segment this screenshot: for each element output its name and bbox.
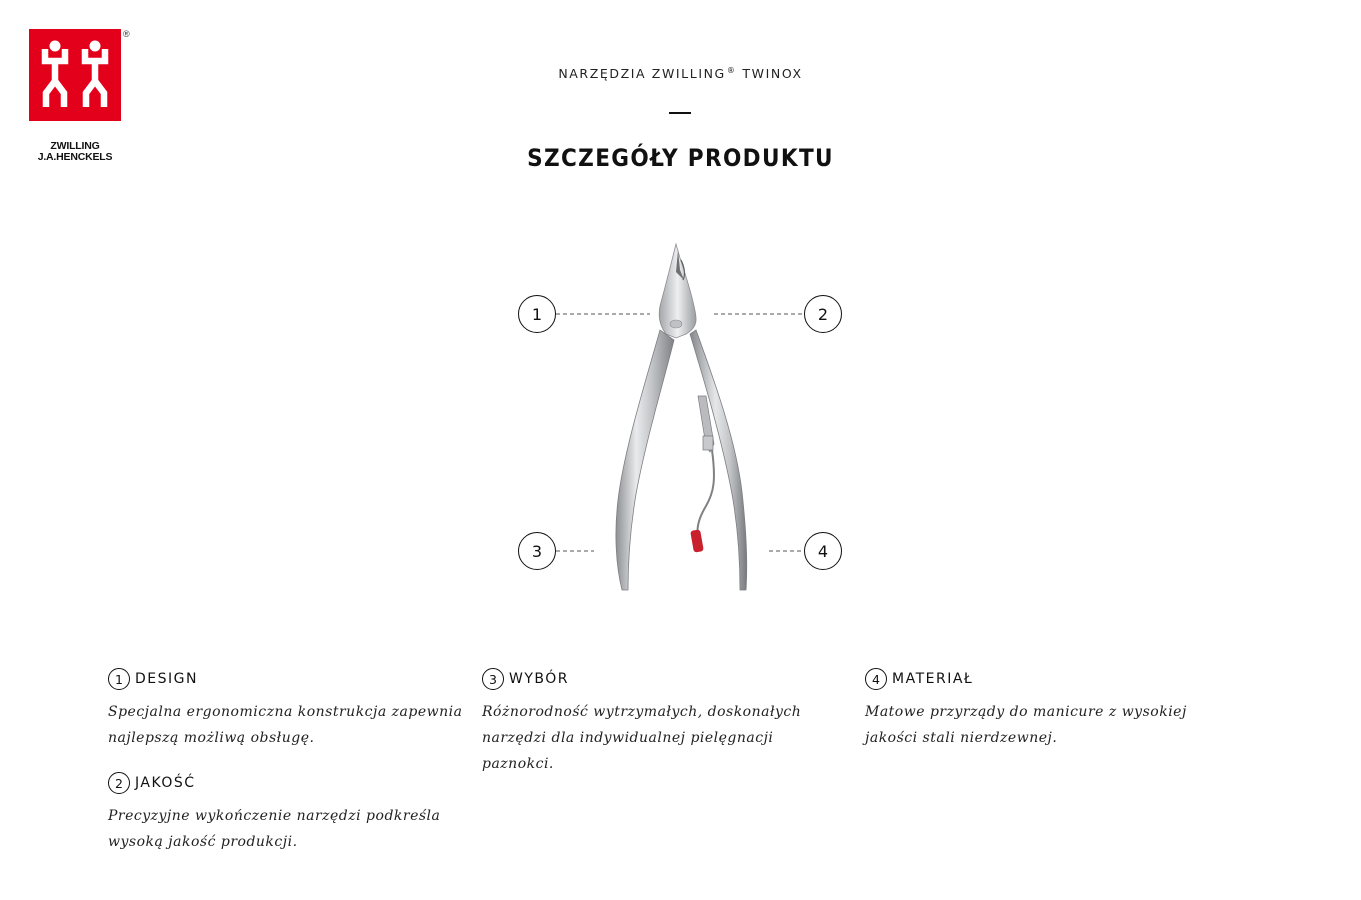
- feature-description: Matowe przyrządy do manicure z wysokiej jakości stali nierdzewnej.: [865, 704, 1187, 746]
- feature-choice: [482, 667, 822, 777]
- feature-description: Różnorodność wytrzymałych, doskonałych narzędzi dla indywidualnej pielęgnacji paznokci.: [482, 704, 802, 772]
- callout-3[interactable]: 3: [518, 532, 556, 570]
- feature-material: [865, 667, 1205, 751]
- feature-heading: [482, 667, 822, 691]
- feature-heading: [108, 771, 474, 795]
- callout-4[interactable]: 4: [804, 532, 842, 570]
- feature-title: WYBÓR: [509, 671, 569, 687]
- eyebrow-suffix: TWINOX: [742, 66, 803, 82]
- feature-description: Specjalna ergonomiczna konstrukcja zapewnia najlepszą możliwą obsługę.: [108, 704, 463, 746]
- callout-1[interactable]: 1: [518, 295, 556, 333]
- feature-number: 1: [108, 668, 130, 690]
- page-title: SZCZEGÓŁY PRODUKTU: [527, 144, 834, 172]
- feature-title: JAKOŚĆ: [135, 775, 196, 791]
- brand-name: ZWILLING: [50, 140, 100, 152]
- eyebrow-registered: ®: [726, 66, 735, 75]
- feature-title: DESIGN: [135, 671, 198, 687]
- feature-description: Precyzyjne wykończenie narzędzi podkreśla wysoką jakość produkcji.: [108, 808, 441, 850]
- feature-heading: [108, 667, 474, 691]
- feature-number: 4: [865, 668, 887, 690]
- title-divider: [669, 112, 691, 114]
- feature-quality: [108, 771, 474, 855]
- feature-number: 3: [482, 668, 504, 690]
- eyebrow-text: NARZĘDZIA ZWILLING: [558, 66, 726, 82]
- callout-2[interactable]: 2: [804, 295, 842, 333]
- feature-heading: [865, 667, 1205, 691]
- feature-design: [108, 667, 474, 751]
- section-eyebrow: [0, 66, 1361, 81]
- brand-subname: J.A.HENCKELS: [37, 151, 113, 163]
- feature-number: 2: [108, 772, 130, 794]
- product-image: [500, 230, 860, 610]
- registered-mark: ®: [123, 29, 130, 39]
- feature-title: MATERIAŁ: [892, 671, 974, 687]
